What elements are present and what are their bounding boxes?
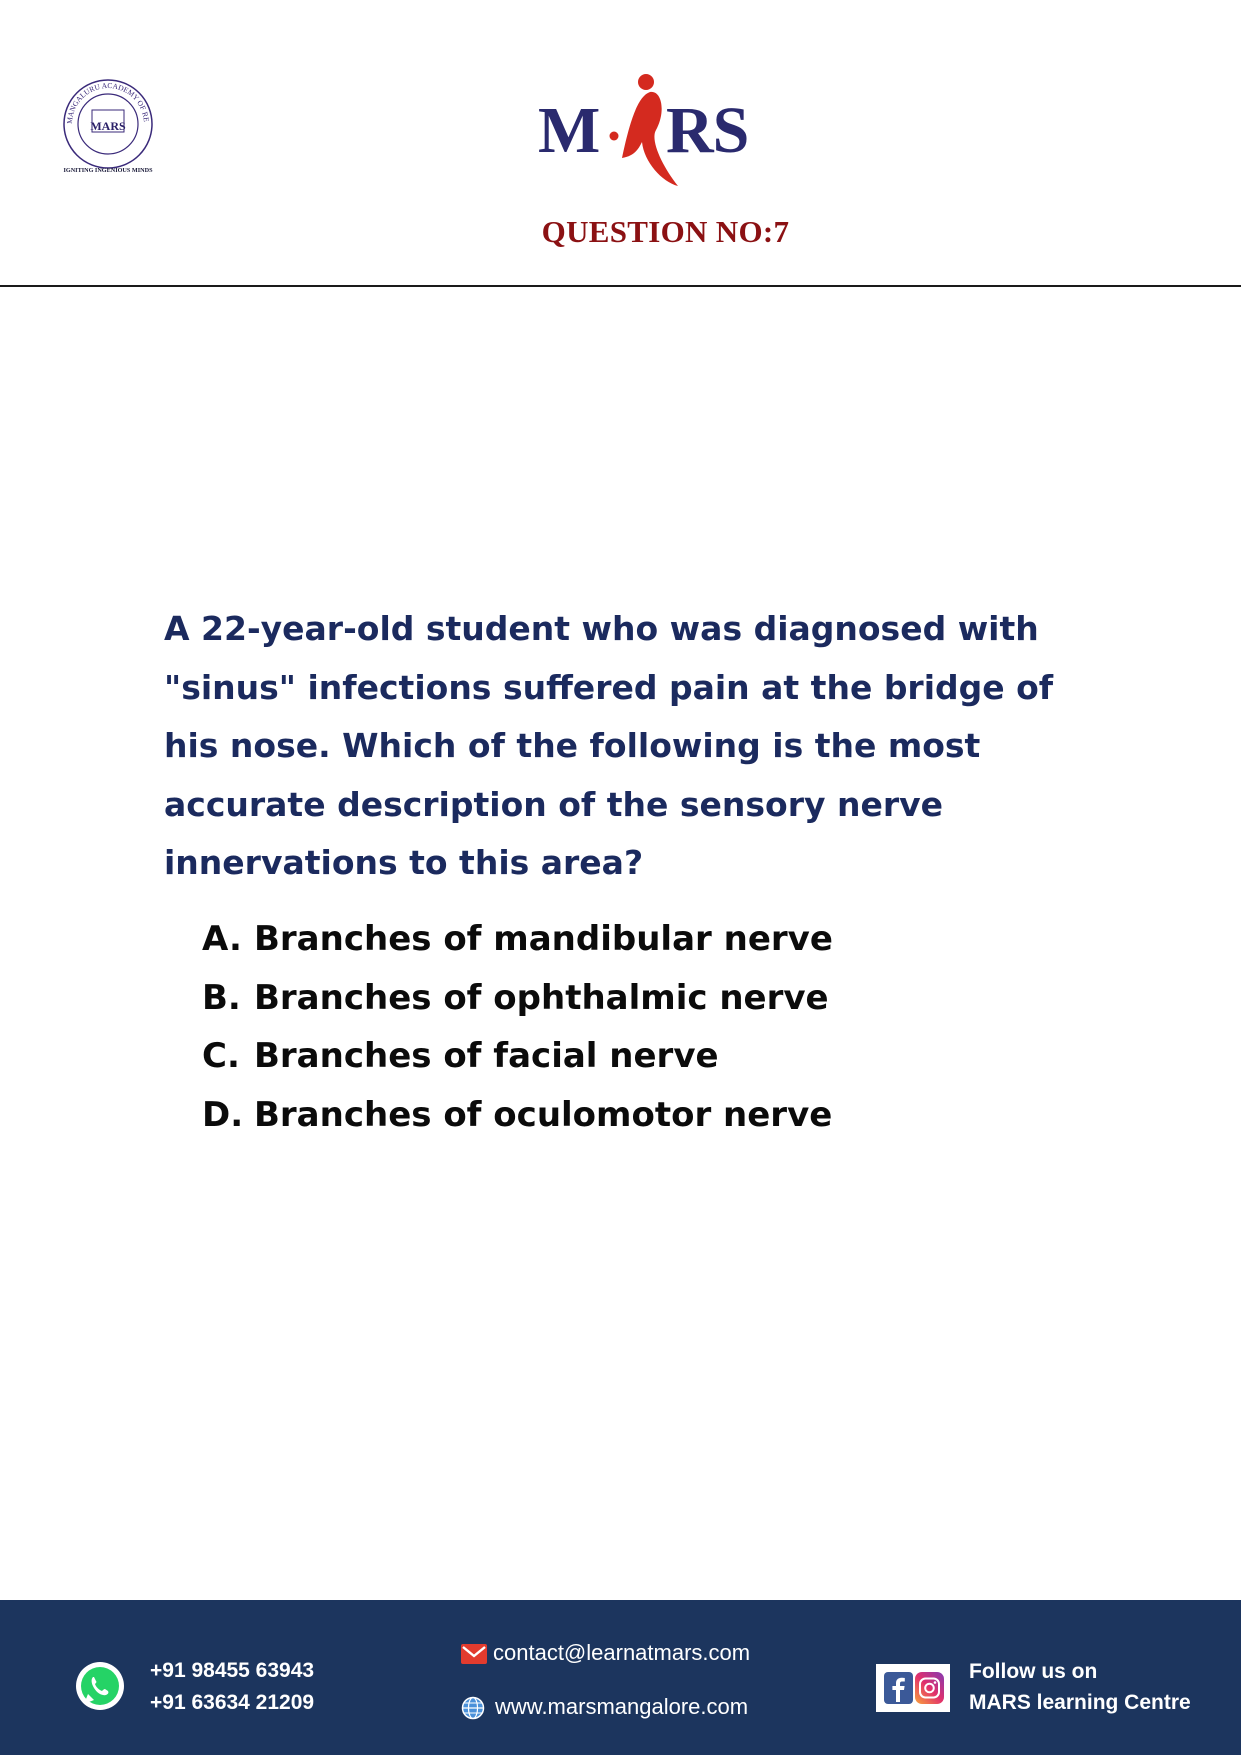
mars-main-logo	[538, 70, 786, 190]
whatsapp-icon[interactable]	[74, 1660, 126, 1712]
option-text: Branches of ophthalmic nerve	[254, 977, 829, 1018]
main-logo-text: MARS	[538, 70, 541, 71]
option-a[interactable]	[202, 910, 1102, 969]
seal-arc-text: MANGALURU ACADEMY OF RE	[64, 80, 151, 125]
option-text: Branches of mandibular nerve	[254, 919, 833, 959]
question-text	[164, 600, 1084, 893]
globe-icon	[461, 1696, 485, 1720]
contact-footer	[0, 1600, 1241, 1755]
facebook-icon[interactable]	[884, 1672, 913, 1704]
instagram-icon[interactable]	[915, 1672, 944, 1704]
question-line: his nose. Which of the following is the most	[164, 726, 981, 765]
website-link[interactable]: www.marsmangalore.com	[495, 1694, 749, 1719]
phone-number-2[interactable]: +91 63634 21209	[150, 1691, 315, 1714]
follow-us-text	[969, 1656, 1191, 1718]
phone-numbers	[150, 1655, 314, 1719]
mail-icon	[461, 1644, 487, 1664]
option-b[interactable]	[202, 969, 1102, 1028]
option-letter: C.	[202, 1036, 240, 1076]
seal-tagline: IGNITING INGENIOUS MINDS	[63, 167, 153, 174]
academy-seal-logo	[52, 66, 164, 174]
option-c[interactable]	[202, 1027, 1102, 1086]
svg-text:RS: RS	[666, 94, 749, 167]
option-text: Branches of oculomotor nerve	[254, 1094, 833, 1135]
phone-number-1[interactable]: +91 98455 63943	[150, 1659, 315, 1682]
option-text: Branches of facial nerve	[254, 1036, 719, 1076]
follow-line-2[interactable]: MARS learning Centre	[969, 1691, 1191, 1714]
question-line: accurate description of the sensory nerve	[164, 784, 944, 824]
option-letter: A.	[202, 919, 242, 959]
question-line: "sinus" infections suffered pain at the bridge of	[164, 667, 1054, 707]
header-divider	[0, 285, 1241, 287]
social-icons	[876, 1664, 950, 1712]
option-letter: B.	[202, 977, 241, 1018]
email-link[interactable]: contact@learnatmars.com	[493, 1640, 751, 1665]
option-letter: D.	[202, 1094, 244, 1135]
question-line: innervations to this area?	[164, 843, 644, 882]
question-line: A 22-year-old student who was diagnosed with	[164, 609, 1039, 648]
svg-text:M: M	[538, 94, 600, 167]
question-number: QUESTION NO:7	[541, 214, 790, 249]
answer-options	[202, 910, 1102, 1144]
follow-line-1: Follow us on	[969, 1660, 1098, 1683]
option-d[interactable]	[202, 1086, 1102, 1145]
seal-inner-text: MARS	[90, 119, 126, 133]
